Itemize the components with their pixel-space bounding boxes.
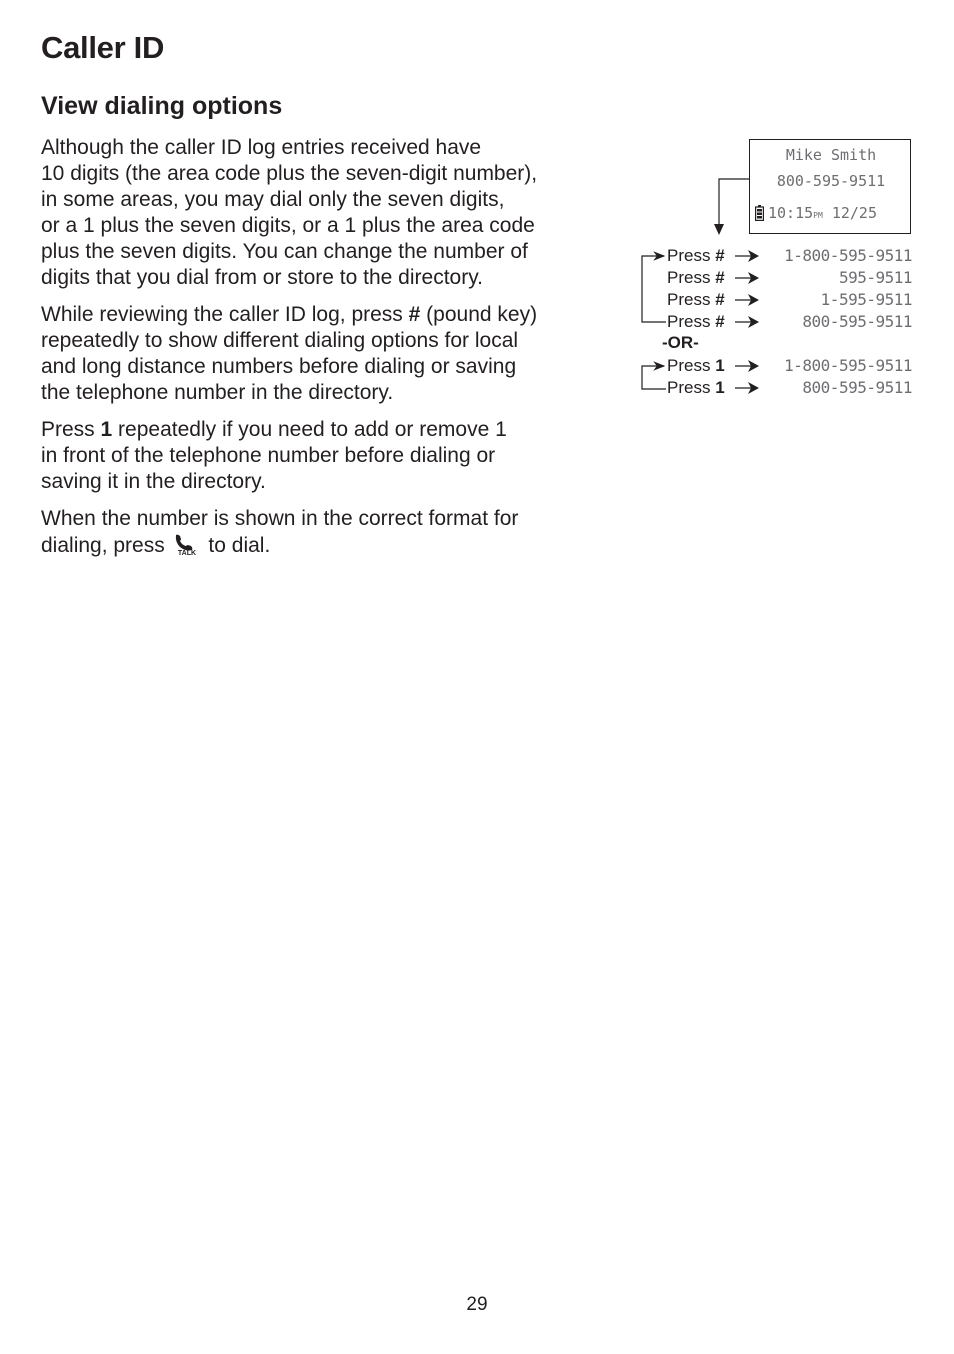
text-line: repeatedly to show different dialing options for local (41, 329, 519, 352)
page-number: 29 (466, 1294, 488, 1315)
right-arrow-icon (735, 381, 759, 395)
dial-format: 1-800-595-9511 (784, 246, 912, 265)
page-title: Caller ID (41, 30, 165, 65)
right-arrow-icon (735, 315, 759, 329)
talk-icon-label: TALK (177, 550, 196, 556)
text-line: in some areas, you may dial only the seven digits, (41, 188, 505, 211)
battery-icon (755, 205, 764, 221)
text-line: and long distance numbers before dialing or saving (41, 355, 517, 378)
caller-name: Mike Smith (785, 146, 877, 164)
sequence-row (667, 311, 912, 333)
call-time-row (755, 204, 877, 222)
key-label: # (715, 312, 725, 331)
handset-display (749, 139, 911, 234)
text-line: When the number is shown in the correct format for (41, 507, 519, 530)
press-label (667, 311, 725, 333)
dial-format: 1-595-9511 (820, 290, 912, 309)
pound-key-label: # (408, 303, 421, 326)
text-span: While reviewing the caller ID log, press (41, 303, 409, 326)
call-time: 10:15 (768, 204, 814, 222)
text-line: saving it in the directory. (41, 470, 266, 493)
press-text: Press (667, 290, 716, 309)
press-label (667, 289, 725, 311)
call-ampm: PM (813, 211, 823, 220)
sequence-row (667, 377, 912, 399)
key-label: # (715, 246, 725, 265)
text-line: the telephone number in the directory. (41, 381, 394, 404)
section-heading: View dialing options (41, 92, 283, 120)
call-date: 12/25 (831, 204, 877, 222)
dial-format: 800-595-9511 (802, 312, 912, 331)
press-text: Press (667, 356, 716, 375)
down-arrowhead (714, 224, 724, 235)
right-arrow-icon (735, 249, 759, 263)
press-text: Press (667, 378, 716, 397)
text-span: Press (41, 418, 101, 441)
screen-down-arrow (719, 179, 749, 229)
paragraph-dial (41, 506, 586, 559)
paragraph-one-key (41, 417, 586, 495)
text-line: in front of the telephone number before dialing or (41, 444, 496, 467)
sequence-row (667, 245, 912, 267)
text-span: (pound key) (420, 303, 538, 326)
press-label (667, 245, 725, 267)
pound-loop-bracket (642, 256, 666, 322)
right-arrow-icon (735, 293, 759, 307)
key-label: 1 (715, 378, 725, 397)
text-line: Although the caller ID log entries received have (41, 136, 482, 159)
text-line: plus the seven digits. You can change the number of (41, 240, 528, 263)
text-span: repeatedly if you need to add or remove 1 (112, 418, 507, 441)
text-span: to dial. (202, 534, 271, 557)
dial-format: 800-595-9511 (802, 378, 912, 397)
text-line: or a 1 plus the seven digits, or a 1 plus the area code (41, 214, 535, 237)
press-label (667, 377, 725, 399)
right-arrow-icon (735, 271, 759, 285)
press-text: Press (667, 268, 716, 287)
text-span: dialing, press (41, 534, 171, 557)
sequence-row (667, 289, 912, 311)
press-text: Press (667, 312, 716, 331)
press-label (667, 355, 725, 377)
one-loop-bracket (642, 366, 666, 389)
sequence-row (667, 355, 912, 377)
text-line: 10 digits (the area code plus the seven-digit number), (41, 162, 538, 185)
press-label (667, 267, 725, 289)
text-line: digits that you dial from or store to the directory. (41, 266, 483, 289)
dial-format: 1-800-595-9511 (784, 356, 912, 375)
talk-phone-icon (173, 532, 201, 556)
sequence-row (667, 267, 912, 289)
caller-number: 800-595-9511 (776, 172, 886, 190)
text-line (41, 417, 586, 443)
press-text: Press (667, 246, 716, 265)
dial-format: 595-9511 (838, 268, 912, 287)
or-separator: -OR- (662, 333, 699, 352)
one-key-label: 1 (100, 418, 113, 441)
key-label: # (715, 290, 725, 309)
key-label: # (715, 268, 725, 287)
key-label: 1 (715, 356, 725, 375)
right-arrow-icon (735, 359, 759, 373)
text-line (41, 532, 586, 559)
